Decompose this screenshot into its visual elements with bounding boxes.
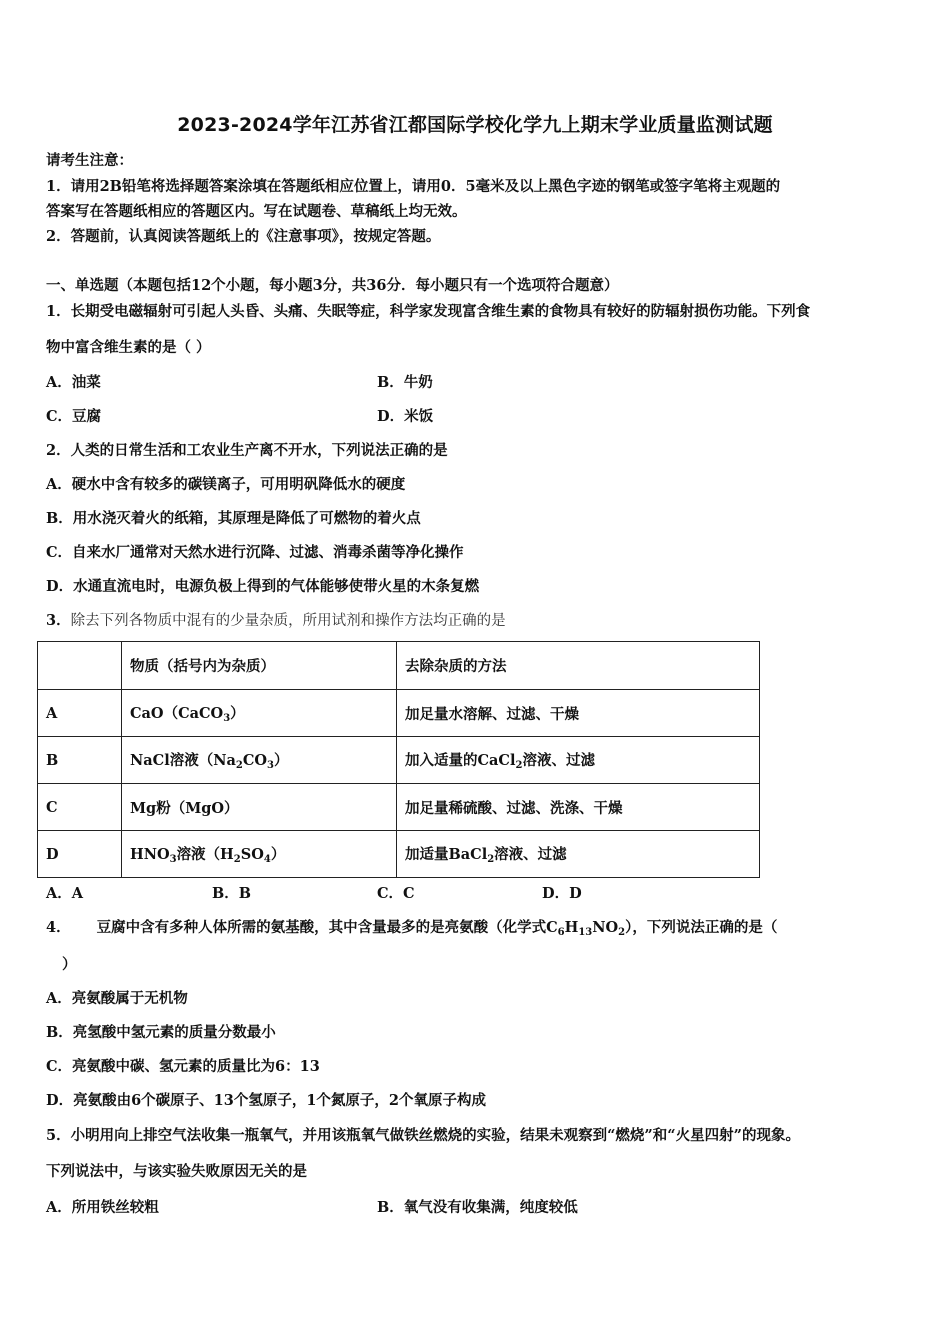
q4-number: 4． bbox=[46, 919, 71, 936]
q3-table bbox=[37, 641, 760, 878]
q4-option-a: A．亮氨酸属于无机物 bbox=[46, 990, 188, 1007]
q4-stem-text: 豆腐中含有多种人体所需的氨基酸，其中含量最多的是亮氨酸（化学式C bbox=[96, 919, 558, 936]
table-header-cell: 物质（括号内为杂质） bbox=[122, 642, 397, 690]
notice-heading: 请考生注意： bbox=[46, 152, 133, 169]
q3-option-c: C．C bbox=[377, 885, 415, 902]
formula-part: CaO（CaCO bbox=[130, 705, 224, 722]
formula-part: NaCl溶液（Na bbox=[130, 752, 236, 769]
q5-option-a: A．所用铁丝较粗 bbox=[46, 1199, 159, 1216]
q2-option-d: D．水通直流电时，电源负极上得到的气体能够使带火星的木条复燃 bbox=[46, 578, 480, 595]
table-row bbox=[38, 784, 760, 831]
q2-option-b: B．用水浇灭着火的纸箱，其原理是降低了可燃物的着火点 bbox=[46, 510, 421, 527]
formula-part: ） bbox=[270, 846, 286, 863]
row-substance bbox=[122, 690, 397, 737]
formula-part: ） bbox=[230, 705, 245, 722]
q3-option-b: B．B bbox=[212, 885, 252, 902]
row-method: 加足量稀硫酸、过滤、洗涤、干燥 bbox=[397, 784, 760, 831]
formula-part: ） bbox=[273, 752, 289, 769]
formula-subscript: 3 bbox=[223, 713, 231, 724]
q4-stem-b: ） bbox=[62, 956, 77, 973]
table-header-cell bbox=[38, 642, 122, 690]
q4-option-d: D．亮氨酸由6个碳原子、13个氢原子，1个氮原子，2个氧原子构成 bbox=[46, 1092, 487, 1109]
formula-part: 溶液（H bbox=[176, 846, 234, 863]
row-substance bbox=[122, 737, 397, 784]
table-header-cell: 去除杂质的方法 bbox=[397, 642, 760, 690]
q1-stem-a: 1．长期受电磁辐射可引起人头昏、头痛、失眠等症，科学家发现富含维生素的食物具有较好的防辐射损伤功能。下列食 bbox=[46, 303, 811, 320]
formula-subscript: 2 bbox=[487, 854, 495, 865]
method-part: 溶液、过滤 bbox=[494, 846, 567, 863]
q4-stem-end: ），下列说法正确的是（ bbox=[625, 919, 778, 936]
page-title: 2023-2024学年江苏省江都国际学校化学九上期末学业质量监测试题 bbox=[177, 114, 773, 136]
row-method: 加足量水溶解、过滤、干燥 bbox=[397, 690, 760, 737]
formula-part: SO bbox=[240, 846, 264, 863]
q2-option-a: A．硬水中含有较多的碳镁离子，可用明矾降低水的硬度 bbox=[46, 476, 406, 493]
table-header-row bbox=[38, 642, 760, 690]
notice-line-1a: 1．请用2B铅笔将选择题答案涂填在答题纸相应位置上，请用0．5毫米及以上黑色字迹的钢笔或签字笔将主观题的 bbox=[46, 178, 781, 195]
q4-option-b: B．亮氢酸中氢元素的质量分数最小 bbox=[46, 1024, 276, 1041]
q5-stem-a: 5．小明用向上排空气法收集一瓶氧气，并用该瓶氧气做铁丝燃烧的实验，结果未观察到“燃烧”和“火星四射”的现象。 bbox=[46, 1127, 800, 1144]
row-label: C bbox=[38, 784, 122, 831]
formula-subscript: 2 bbox=[235, 760, 243, 771]
formula-subscript: 3 bbox=[267, 760, 274, 771]
q1-option-d: D．米饭 bbox=[377, 408, 434, 425]
q5-stem-b: 下列说法中，与该实验失败原因无关的是 bbox=[46, 1163, 307, 1180]
formula-subscript: 6 bbox=[557, 927, 565, 938]
formula-subscript: 2 bbox=[618, 927, 626, 938]
q1-option-c: C．豆腐 bbox=[46, 408, 102, 425]
formula-part: CO bbox=[242, 752, 267, 769]
method-part: 溶液、过滤 bbox=[522, 752, 595, 769]
table-row bbox=[38, 690, 760, 737]
q3-stem-text: 除去下列各物质中混有的少量杂质，所用试剂和操作方法均正确的是 bbox=[70, 613, 506, 629]
table-row bbox=[38, 737, 760, 784]
q1-option-b: B．牛奶 bbox=[377, 374, 433, 391]
method-part: 加适量BaCl bbox=[405, 846, 488, 863]
formula-subscript: 2 bbox=[233, 854, 241, 865]
formula-subscript: 2 bbox=[515, 760, 523, 771]
q4-stem-a bbox=[46, 918, 777, 943]
formula-part: HNO bbox=[130, 846, 170, 863]
notice-line-1b: 答案写在答题纸相应的答题区内。写在试题卷、草稿纸上均无效。 bbox=[46, 203, 467, 220]
row-substance bbox=[122, 831, 397, 878]
row-label: D bbox=[38, 831, 122, 878]
method-part: 加入适量的CaCl bbox=[405, 752, 516, 769]
row-label: B bbox=[38, 737, 122, 784]
notice-line-2: 2．答题前，认真阅读答题纸上的《注意事项》，按规定答题。 bbox=[46, 228, 441, 245]
q1-stem-b: 物中富含维生素的是（ ） bbox=[46, 339, 211, 356]
formula-subscript: 3 bbox=[169, 854, 177, 865]
formula-part: H bbox=[564, 919, 579, 936]
q3-number: 3． bbox=[46, 612, 71, 629]
q2-stem: 2．人类的日常生活和工农业生产离不开水，下列说法正确的是 bbox=[46, 442, 448, 459]
row-method bbox=[397, 737, 760, 784]
q5-option-b: B．氧气没有收集满，纯度较低 bbox=[377, 1199, 578, 1216]
q3-option-d: D．D bbox=[542, 885, 582, 902]
row-method bbox=[397, 831, 760, 878]
table-row bbox=[38, 831, 760, 878]
row-label: A bbox=[38, 690, 122, 737]
formula-subscript: 4 bbox=[263, 854, 271, 865]
q4-option-c: C．亮氨酸中碳、氢元素的质量比为6：13 bbox=[46, 1058, 320, 1075]
formula-part: NO bbox=[592, 919, 619, 936]
q2-option-c: C．自来水厂通常对天然水进行沉降、过滤、消毒杀菌等净化操作 bbox=[46, 544, 464, 561]
row-substance: Mg粉（MgO） bbox=[122, 784, 397, 831]
section-heading: 一、单选题（本题包括12个小题，每小题3分，共36分．每小题只有一个选项符合题意） bbox=[46, 277, 619, 294]
q3-option-a: A．A bbox=[46, 885, 84, 902]
formula-subscript: 13 bbox=[578, 927, 593, 938]
q1-option-a: A．油菜 bbox=[46, 374, 101, 391]
q3-stem bbox=[46, 611, 506, 631]
